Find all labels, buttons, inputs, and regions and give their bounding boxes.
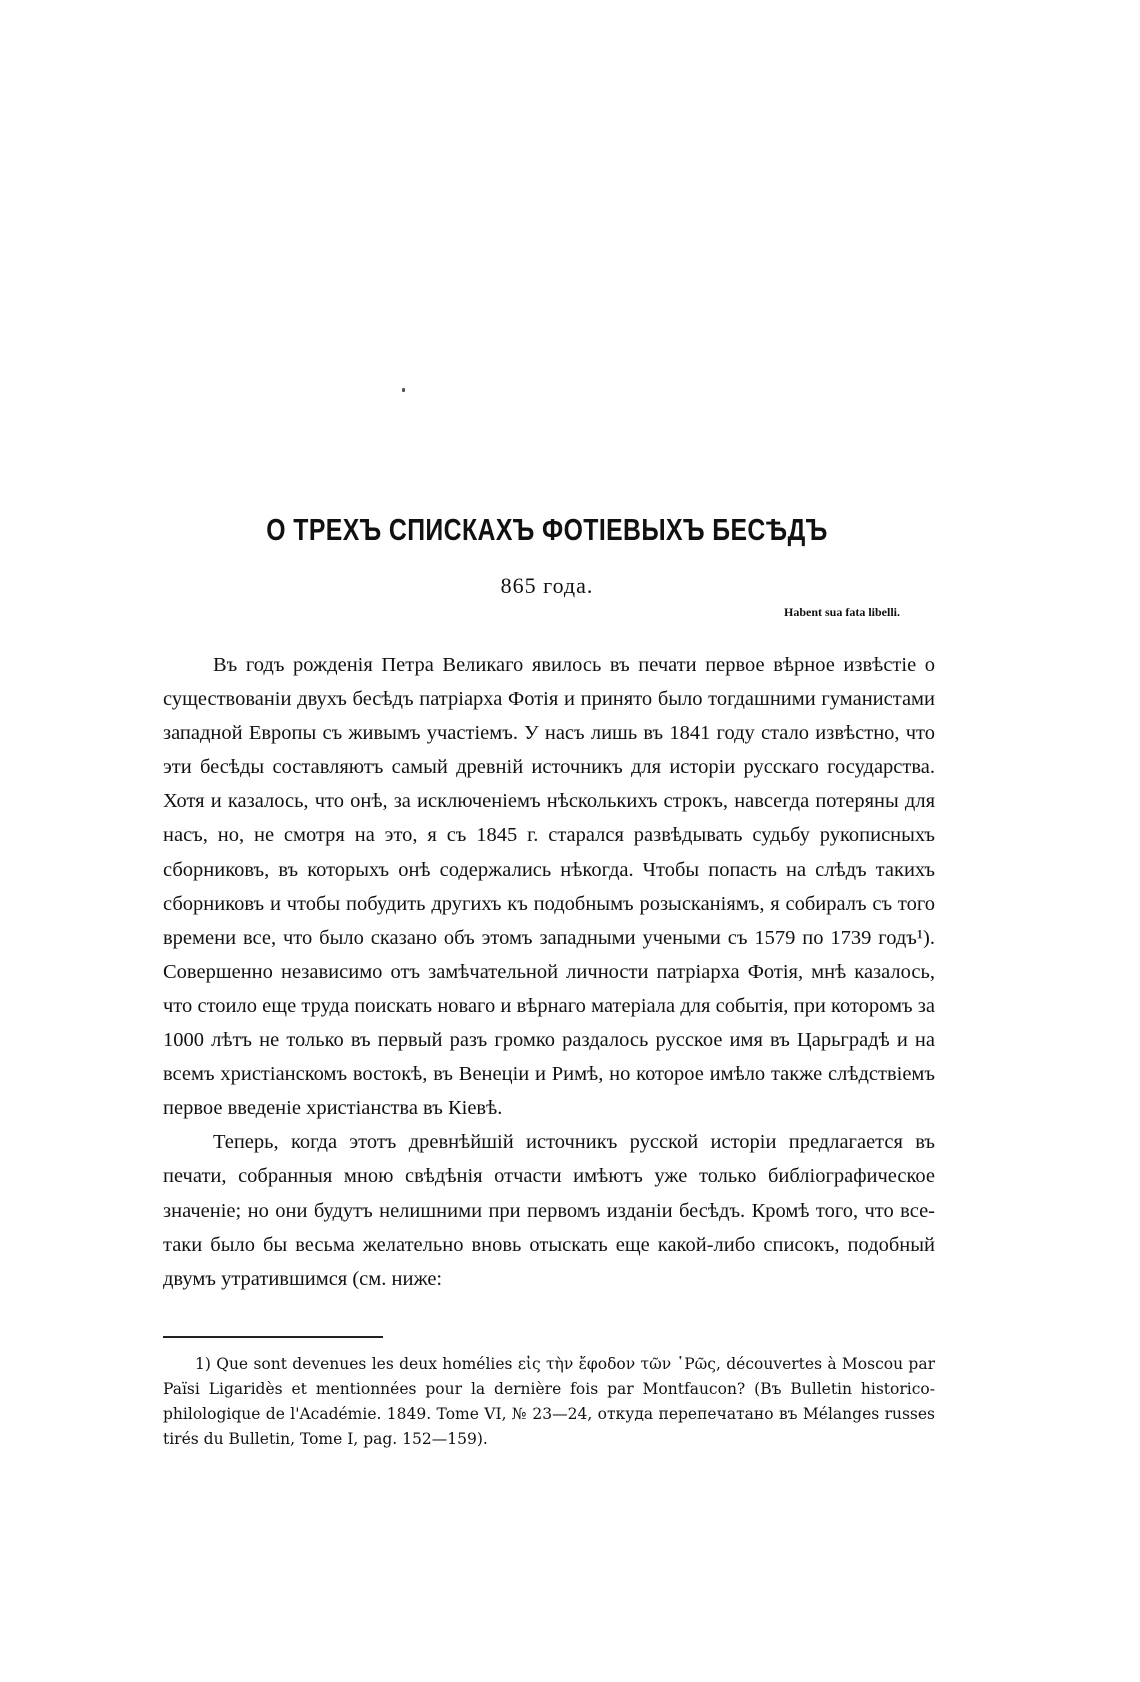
main-text bbox=[163, 648, 935, 1296]
paragraph-1: Въ годъ рожденія Петра Великаго явилось въ печати первое вѣрное извѣстіе о существованіи двухъ бесѣдъ патріарха Фотія и принято было тогдашними гуманистами западной Европы съ живымъ участіемъ. У насъ лишь въ 1841 году стало извѣстно, что эти бесѣды составляютъ самый древній источникъ для исторіи русскаго государства. Хотя и казалось, что онѣ, за исключеніемъ нѣсколькихъ строкъ, навсегда потеряны для насъ, но, не смотря на это, я съ 1845 г. старался развѣдывать судьбу рукописныхъ сборниковъ, въ которыхъ онѣ содержались нѣкогда. Чтобы попасть на слѣдъ такихъ сборниковъ и чтобы побудить другихъ къ подобнымъ розысканіямъ, я собиралъ съ того времени все, что было сказано объ этомъ западными учеными съ 1579 по 1739 годъ¹). Совершенно независимо отъ замѣчательной личности патріарха Фотія, мнѣ казалось, что стоило еще труда поискать новаго и вѣрнаго матеріала для событія, при которомъ за 1000 лѣтъ не только въ первый разъ громко раздалось русское имя въ Царьградѣ и на всемъ христіанскомъ востокѣ, въ Венеціи и Римѣ, но которое имѣло также слѣдствіемъ первое введеніе христіанства въ Кіевѣ. bbox=[163, 654, 935, 1120]
article-title: О ТРЕХЪ СПИСКАХЪ ФОТІЕВЫХЪ БЕСѢДЪ bbox=[266, 512, 828, 547]
epigraph: Habent sua fata libelli. bbox=[783, 605, 900, 619]
footnote-divider bbox=[163, 1336, 383, 1338]
article-subtitle: 865 года. bbox=[500, 573, 594, 598]
footnote: 1) Que sont devenues les deux homélies εἰς τὴν ἔφοδον τῶν ῾Ρῶς, découvertes à Moscou par Païsi Ligaridès et mentionnées pour la dernière fois par Montfaucon? (Въ Bulletin historico-philologique de l'Académie. 1849. Tome VI, № 23—24, откуда перепечатано въ Mélanges russes tirés du Bulletin, Tome I, pag. 152—159). bbox=[163, 1355, 935, 1448]
stray-ink-mark bbox=[402, 388, 405, 392]
paragraph-2: Теперь, когда этотъ древнѣйшій источникъ русской исторіи предлагается въ печати, собранныя мною свѣдѣнія отчасти имѣютъ уже только библіографическое значеніе; но они будутъ нелишними при первомъ изданіи бесѣдъ. Кромѣ того, что все-таки было бы весьма желательно вновь отыскать еще какой-либо списокъ, подобный двумъ утратившимся (см. ниже: bbox=[163, 1131, 935, 1290]
